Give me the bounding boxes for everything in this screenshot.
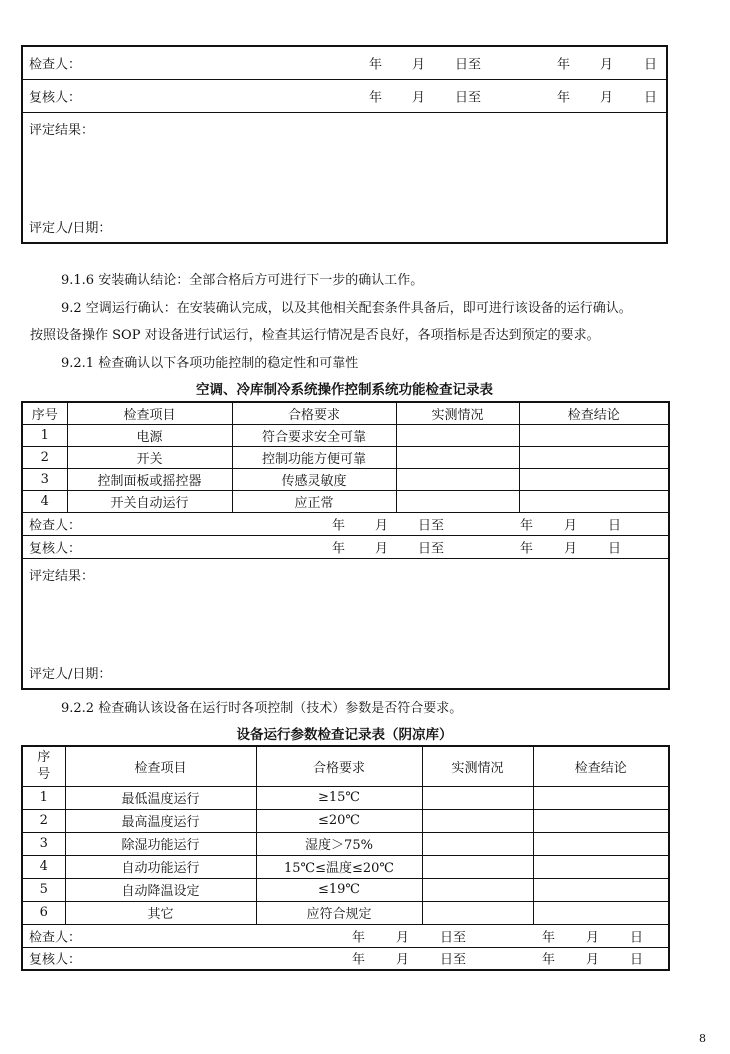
date-month-end: 月 [586,952,600,968]
date-day-end: 日 [608,541,622,556]
cell-requirement: 15℃≤温度≤20℃ [256,855,422,878]
reviewer-label: 复核人： [29,90,82,105]
date-day-end: 日 [608,518,622,533]
cell-seq: 5 [22,878,65,901]
date-year: 年 [369,57,383,73]
col-header-actual: 实测情况 [396,402,519,424]
table-row [22,878,669,901]
cell-item: 除湿功能运行 [65,832,256,855]
cell-requirement: ≤19℃ [256,878,422,901]
cell-conclusion[interactable] [533,832,669,855]
paragraph-9-1-6: 9.1.6 安装确认结论：全部合格后方可进行下一步的确认工作。 [61,273,424,288]
cell-conclusion[interactable] [519,468,669,490]
function-check-table [21,401,670,690]
cell-requirement: 应符合规定 [256,901,422,924]
cell-item: 最高温度运行 [65,809,256,832]
cell-requirement: 控制功能方便可靠 [232,446,396,468]
inspector-label: 检查人： [29,518,82,533]
table1-inspector-row [22,512,669,535]
cell-item: 自动降温设定 [65,878,256,901]
cell-conclusion[interactable] [533,786,669,809]
page-number: 8 [699,1032,706,1045]
date-day-to: 日至 [418,541,445,556]
col-header-conclusion: 检查结论 [533,746,669,786]
date-month-end: 月 [586,930,600,945]
paragraph-9-2-line2: 按照设备操作 SOP 对设备进行试运行，检查其运行情况是否良好，各项指标是否达到预定的要求。 [30,328,600,343]
cell-seq: 2 [22,446,67,468]
cell-seq: 4 [22,490,67,512]
cell-item: 控制面板或摇控器 [67,468,232,490]
col-header-seq: 序号 [22,402,67,424]
cell-conclusion[interactable] [533,809,669,832]
cell-actual[interactable] [422,855,533,878]
table-row [22,832,669,855]
date-day-end: 日 [630,952,644,968]
cell-actual[interactable] [396,446,519,468]
cell-seq: 6 [22,901,65,924]
date-month: 月 [412,90,426,105]
eval-result-label: 评定结果： [29,568,95,584]
cell-conclusion[interactable] [519,490,669,512]
date-day-to: 日至 [455,90,482,105]
date-month-end: 月 [564,541,578,556]
cell-seq: 1 [22,786,65,809]
table1-header-row [22,402,669,424]
date-year: 年 [352,952,366,968]
cell-seq: 3 [22,468,67,490]
top-inspector-row [22,46,667,79]
evaluator-date-label: 评定人/日期： [29,667,112,682]
table1-reviewer-row [22,535,669,558]
cell-actual[interactable] [422,878,533,901]
cell-actual[interactable] [396,468,519,490]
col-header-item: 检查项目 [67,402,232,424]
date-year-end: 年 [520,541,534,556]
table-row [22,786,669,809]
cell-item: 开关 [67,446,232,468]
cell-requirement: ≥15℃ [256,786,422,809]
date-year: 年 [352,930,366,945]
cell-actual[interactable] [422,901,533,924]
date-year-end: 年 [557,90,571,105]
cell-item: 其它 [65,901,256,924]
date-month: 月 [396,952,410,968]
cell-requirement: 应正常 [232,490,396,512]
date-year: 年 [332,518,346,533]
cell-conclusion[interactable] [533,855,669,878]
evaluator-date-label: 评定人/日期： [29,221,112,236]
table-row [22,490,669,512]
cell-item: 最低温度运行 [65,786,256,809]
cell-seq: 3 [22,832,65,855]
top-reviewer-row [22,79,667,112]
table2-reviewer-row [22,947,669,970]
cell-item: 开关自动运行 [67,490,232,512]
table-row [22,901,669,924]
cell-actual[interactable] [422,786,533,809]
cell-item: 电源 [67,424,232,446]
table-row [22,468,669,490]
eval-result-label: 评定结果： [29,122,95,138]
table1-title: 空调、冷库制冷系统操作控制系统功能检查记录表 [196,382,493,398]
table-row [22,424,669,446]
col-header-seq: 序 号 [22,746,65,786]
date-year-end: 年 [557,57,571,73]
cell-conclusion[interactable] [519,446,669,468]
cell-seq: 4 [22,855,65,878]
cell-conclusion[interactable] [533,878,669,901]
table2-inspector-row [22,924,669,947]
cell-conclusion[interactable] [519,424,669,446]
top-evaluation-cell [22,112,667,243]
date-day-end: 日 [630,930,644,945]
cell-actual[interactable] [396,424,519,446]
date-year-end: 年 [542,930,556,945]
table-row [22,855,669,878]
paragraph-9-2-2: 9.2.2 检查确认该设备在运行时各项控制（技术）参数是否符合要求。 [61,701,463,716]
cell-actual[interactable] [396,490,519,512]
cell-item: 自动功能运行 [65,855,256,878]
date-day-to: 日至 [455,57,482,73]
reviewer-label: 复核人： [29,952,82,968]
inspector-label: 检查人： [29,57,82,73]
date-day-to: 日至 [418,518,445,533]
cell-seq: 1 [22,424,67,446]
date-month: 月 [375,518,389,533]
table-row [22,446,669,468]
date-year-end: 年 [542,952,556,968]
cell-requirement: ≤20℃ [256,809,422,832]
date-month-end: 月 [600,90,614,105]
paragraph-9-2-1: 9.2.1 检查确认以下各项功能控制的稳定性和可靠性 [61,356,359,371]
cell-actual[interactable] [422,832,533,855]
date-month: 月 [375,541,389,556]
col-header-item: 检查项目 [65,746,256,786]
date-year: 年 [332,541,346,556]
date-day-end: 日 [644,90,658,105]
table-row [22,809,669,832]
date-day-end: 日 [644,57,658,73]
col-header-requirement: 合格要求 [232,402,396,424]
cell-conclusion[interactable] [533,901,669,924]
col-header-requirement: 合格要求 [256,746,422,786]
date-year-end: 年 [520,518,534,533]
date-day-to: 日至 [440,952,467,968]
parameter-check-table [21,745,670,971]
top-signoff-table [21,45,668,244]
reviewer-label: 复核人： [29,541,82,556]
cell-requirement: 湿度＞75% [256,832,422,855]
cell-requirement: 传感灵敏度 [232,468,396,490]
cell-requirement: 符合要求安全可靠 [232,424,396,446]
table2-header-row [22,746,669,786]
table2-title: 设备运行参数检查记录表（阴凉库） [236,727,453,743]
paragraph-9-2-line1: 9.2 空调运行确认：在安装确认完成，以及其他相关配套条件具备后，即可进行该设备的运行确认。 [61,301,632,316]
col-header-actual: 实测情况 [422,746,533,786]
date-month-end: 月 [564,518,578,533]
date-day-to: 日至 [440,930,467,945]
date-month: 月 [412,57,426,73]
cell-seq: 2 [22,809,65,832]
date-month: 月 [396,930,410,945]
inspector-label: 检查人： [29,930,82,945]
date-month-end: 月 [600,57,614,73]
table1-evaluation-cell [22,558,669,689]
col-header-conclusion: 检查结论 [519,402,669,424]
date-year: 年 [369,90,383,105]
cell-actual[interactable] [422,809,533,832]
